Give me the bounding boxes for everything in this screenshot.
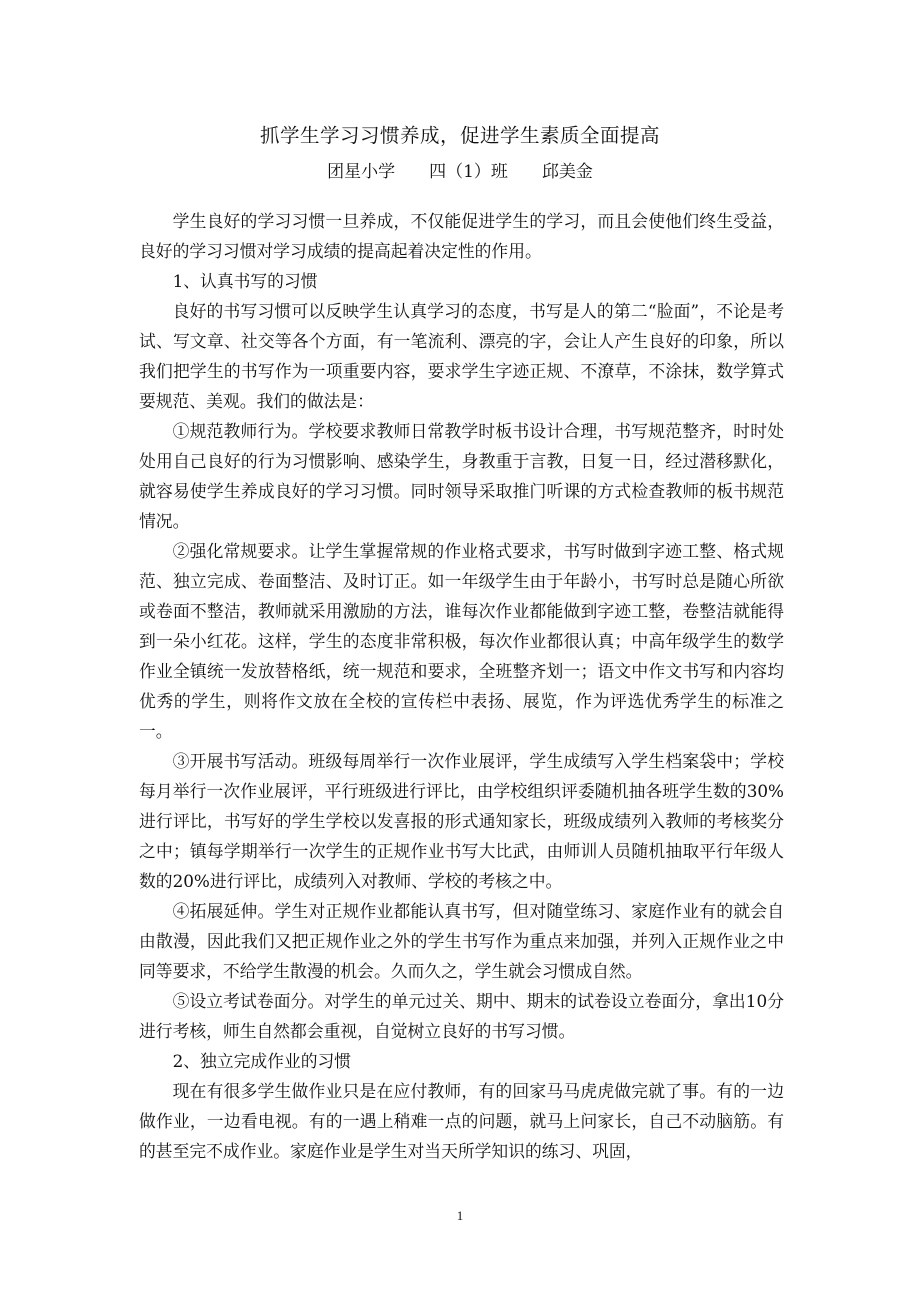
paragraph-intro: 学生良好的学习习惯一旦养成，不仅能促进学生的学习，而且会使他们终生受益，良好的学习习惯对学习成绩的提高起着决定性的作用。: [139, 211, 784, 261]
paragraph: ①规范教师行为。学校要求教师日常教学时板书设计合理，书写规范整齐，时时处处用自己良好的行为习惯影响、感染学生，身教重于言教，日复一日，经过潜移默化，就容易使学生养成良好的学习习惯。同时领导采取推门听课的方式检查教师的板书规范情况。: [139, 421, 784, 531]
section-heading-2: 2、独立完成作业的习惯: [172, 1051, 352, 1071]
byline-author: 邱美金: [541, 162, 593, 182]
section-heading-1: 1、认真书写的习惯: [172, 271, 318, 291]
paragraph: ④拓展延伸。学生对正规作业都能认真书写，但对随堂练习、家庭作业有的就会自由散漫，因此我们又把正规作业之外的学生书写作为重点来加强，并列入正规作业之中同等要求，不给学生散漫的机会。久而久之，学生就会习惯成自然。: [139, 901, 784, 981]
paragraph: ②强化常规要求。让学生掌握常规的作业格式要求，书写时做到字迹工整、格式规范、独立完成、卷面整洁、及时订正。如一年级学生由于年龄小，书写时总是随心所欲或卷面不整洁，教师就采用激励的方法，谁每次作业都能做到字迹工整，卷整洁就能得到一朵小红花。这样，学生的态度非常积极，每次作业都很认真；中高年级学生的数学作业全镇统一发放替格纸，统一规范和要求，全班整齐划一；语文中作文书写和内容均优秀的学生，则将作文放在全校的宣传栏中表扬、展览，作为评选优秀学生的标准之一。: [139, 541, 784, 741]
page-number: 1: [456, 1208, 464, 1223]
byline-school: 团星小学: [327, 162, 396, 182]
byline: [0, 158, 920, 186]
byline-class: 四（1）班: [429, 162, 508, 182]
document-body: [139, 206, 784, 1166]
paragraph: 现在有很多学生做作业只是在应付教师，有的回家马马虎虎做完就了事。有的一边做作业，一边看电视。有的一遇上稍难一点的问题，就马上问家长，自己不动脑筋。有的甚至完不成作业。家庭作业是学生对当天所学知识的练习、巩固，: [139, 1081, 784, 1161]
paragraph: ⑤设立考试卷面分。对学生的单元过关、期中、期末的试卷设立卷面分，拿出10分进行考核，师生自然都会重视，自觉树立良好的书写习惯。: [139, 991, 784, 1041]
document-title: 抓学生学习习惯养成，促进学生素质全面提高: [259, 124, 660, 147]
paragraph: ③开展书写活动。班级每周举行一次作业展评，学生成绩写入学生档案袋中；学校每月举行一次作业展评，平行班级进行评比，由学校组织评委随机抽各班学生数的30%进行评比，书写好的学生学校以发喜报的形式通知家长，班级成绩列入教师的考核奖分之中；镇每学期举行一次学生的正规作业书写大比武，由师训人员随机抽取平行年级人数的20%进行评比，成绩列入对教师、学校的考核之中。: [139, 751, 784, 891]
paragraph: 良好的书写习惯可以反映学生认真学习的态度，书写是人的第二“脸面”，不论是考试、写文章、社交等各个方面，有一笔流利、漂亮的字，会让人产生良好的印象，所以我们把学生的书写作为一项重要内容，要求学生字迹正规、不潦草，不涂抹，数学算式要规范、美观。我们的做法是：: [139, 301, 784, 411]
